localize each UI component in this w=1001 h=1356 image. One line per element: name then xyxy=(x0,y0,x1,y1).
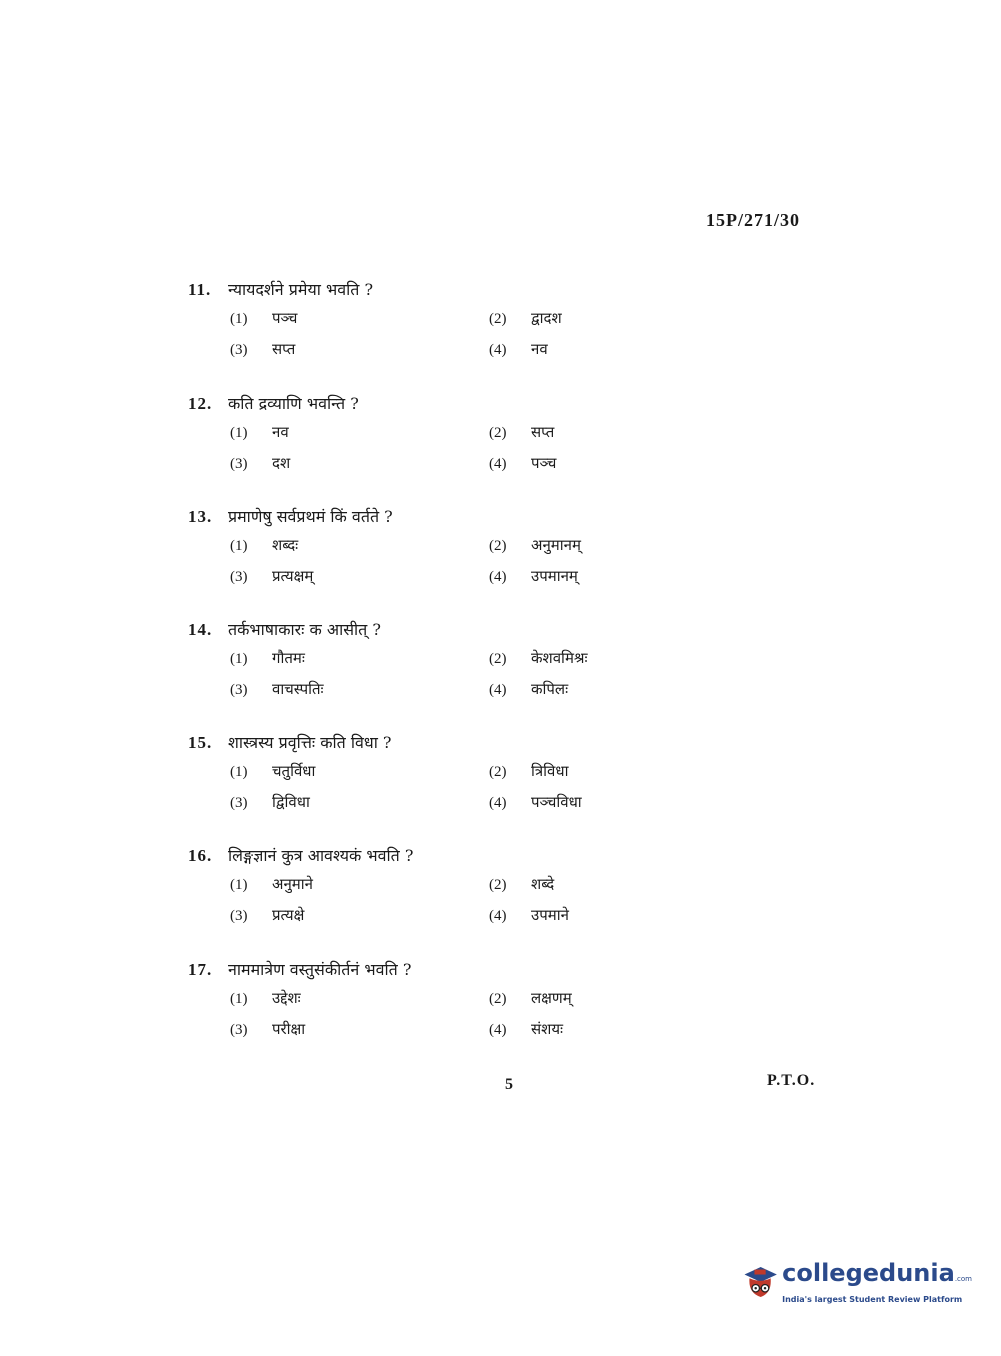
question-number: 12. xyxy=(188,394,213,413)
question-text: न्यायदर्शने प्रमेया भवति ? xyxy=(228,280,374,299)
option-number: (4) xyxy=(489,569,507,585)
option-text: अनुमाने xyxy=(272,875,313,893)
option-text: परीक्षा xyxy=(272,1020,306,1038)
option-number: (2) xyxy=(489,764,507,780)
option xyxy=(489,535,748,555)
paper-code: 15P/271/30 xyxy=(706,210,800,230)
option-number: (3) xyxy=(230,569,248,585)
option-number: (3) xyxy=(230,1022,248,1038)
option-number: (1) xyxy=(230,764,248,780)
option xyxy=(230,874,489,894)
option-text: द्वादश xyxy=(531,309,562,327)
option-number: (1) xyxy=(230,538,248,554)
question-block xyxy=(188,392,748,484)
option xyxy=(230,566,489,586)
option xyxy=(489,308,748,328)
option-number: (2) xyxy=(489,651,507,667)
question-text: शास्त्रस्य प्रवृत्तिः कति विधा ? xyxy=(228,733,392,752)
option-number: (4) xyxy=(489,908,507,924)
option-number: (2) xyxy=(489,538,507,554)
option-number: (3) xyxy=(230,795,248,811)
question-text: तर्कभाषाकारः क आसीत् ? xyxy=(228,620,381,639)
logo-tagline: India's largest Student Review Platform xyxy=(782,1295,963,1304)
question-block xyxy=(188,278,748,370)
question-text: कति द्रव्याणि भवन्ति ? xyxy=(228,394,359,413)
option-text: संशयः xyxy=(531,1020,564,1038)
option xyxy=(230,679,489,699)
option-text: त्रिविधा xyxy=(531,762,569,780)
option-text: पञ्च xyxy=(531,454,557,472)
option xyxy=(230,988,489,1008)
option xyxy=(489,905,748,925)
option-number: (4) xyxy=(489,795,507,811)
option xyxy=(489,874,748,894)
question-number: 15. xyxy=(188,733,213,752)
question-number: 17. xyxy=(188,960,213,979)
option xyxy=(230,1019,489,1039)
question-block xyxy=(188,618,748,710)
option-text: अनुमानम् xyxy=(531,536,581,554)
option xyxy=(489,792,748,812)
option-text: प्रत्यक्षम् xyxy=(272,567,314,585)
option-number: (1) xyxy=(230,311,248,327)
question-block xyxy=(188,731,748,823)
option-text: पञ्च xyxy=(272,309,298,327)
option-text: उपमानम् xyxy=(531,567,578,585)
option-number: (4) xyxy=(489,456,507,472)
question-block xyxy=(188,958,748,1050)
question-number: 13. xyxy=(188,507,213,526)
option-text: गौतमः xyxy=(272,649,305,667)
option-text: नव xyxy=(531,340,548,358)
question-text: लिङ्गज्ञानं कुत्र आवश्यकं भवति ? xyxy=(228,846,414,865)
option xyxy=(489,679,748,699)
option-text: उपमाने xyxy=(531,906,569,924)
option-text: केशवमिश्रः xyxy=(531,649,588,667)
option xyxy=(230,905,489,925)
option-number: (3) xyxy=(230,456,248,472)
option-text: लक्षणम् xyxy=(531,989,572,1007)
option xyxy=(230,761,489,781)
option-text: चतुर्विधा xyxy=(272,762,316,780)
option-number: (4) xyxy=(489,682,507,698)
option-text: प्रत्यक्षे xyxy=(272,906,305,924)
question-number: 14. xyxy=(188,620,213,639)
option-text: सप्त xyxy=(272,340,296,358)
question-text: नाममात्रेण वस्तुसंकीर्तनं भवति ? xyxy=(228,960,412,979)
option xyxy=(230,648,489,668)
option-number: (1) xyxy=(230,877,248,893)
option-text: शब्दे xyxy=(531,875,555,893)
option-text: पञ्चविधा xyxy=(531,793,582,811)
option-number: (3) xyxy=(230,682,248,698)
pto-label: P.T.O. xyxy=(767,1072,816,1089)
option xyxy=(489,1019,748,1039)
option-number: (4) xyxy=(489,1022,507,1038)
option xyxy=(230,308,489,328)
option-number: (1) xyxy=(230,991,248,1007)
option-number: (3) xyxy=(230,342,248,358)
option-number: (2) xyxy=(489,311,507,327)
option-number: (1) xyxy=(230,425,248,441)
option xyxy=(489,566,748,586)
option xyxy=(489,988,748,1008)
collegedunia-logo[interactable] xyxy=(742,1250,972,1314)
logo-suffix: .com xyxy=(954,1275,972,1283)
option-number: (4) xyxy=(489,342,507,358)
option-text: उद्देशः xyxy=(272,989,301,1007)
option-text: वाचस्पतिः xyxy=(272,680,324,698)
question-number: 16. xyxy=(188,846,213,865)
option xyxy=(230,535,489,555)
option xyxy=(489,422,748,442)
question-text: प्रमाणेषु सर्वप्रथमं किं वर्तते ? xyxy=(228,507,393,526)
question-block xyxy=(188,505,748,597)
option xyxy=(489,453,748,473)
option xyxy=(489,648,748,668)
option-number: (3) xyxy=(230,908,248,924)
question-block xyxy=(188,844,748,936)
option-text: सप्त xyxy=(531,423,555,441)
option-text: दश xyxy=(272,454,291,472)
logo-name: collegedunia xyxy=(782,1259,955,1287)
option xyxy=(230,339,489,359)
option-number: (2) xyxy=(489,991,507,1007)
option-text: नव xyxy=(272,423,289,441)
option xyxy=(230,422,489,442)
option-number: (2) xyxy=(489,425,507,441)
option-text: कपिलः xyxy=(531,680,569,698)
option-number: (1) xyxy=(230,651,248,667)
option xyxy=(489,761,748,781)
student-mascot-icon xyxy=(742,1252,778,1312)
question-number: 11. xyxy=(188,280,212,299)
option-number: (2) xyxy=(489,877,507,893)
option xyxy=(489,339,748,359)
option-text: शब्दः xyxy=(272,536,299,554)
page-number: 5 xyxy=(505,1076,513,1093)
option-text: द्विविधा xyxy=(272,793,310,811)
option xyxy=(230,453,489,473)
option xyxy=(230,792,489,812)
